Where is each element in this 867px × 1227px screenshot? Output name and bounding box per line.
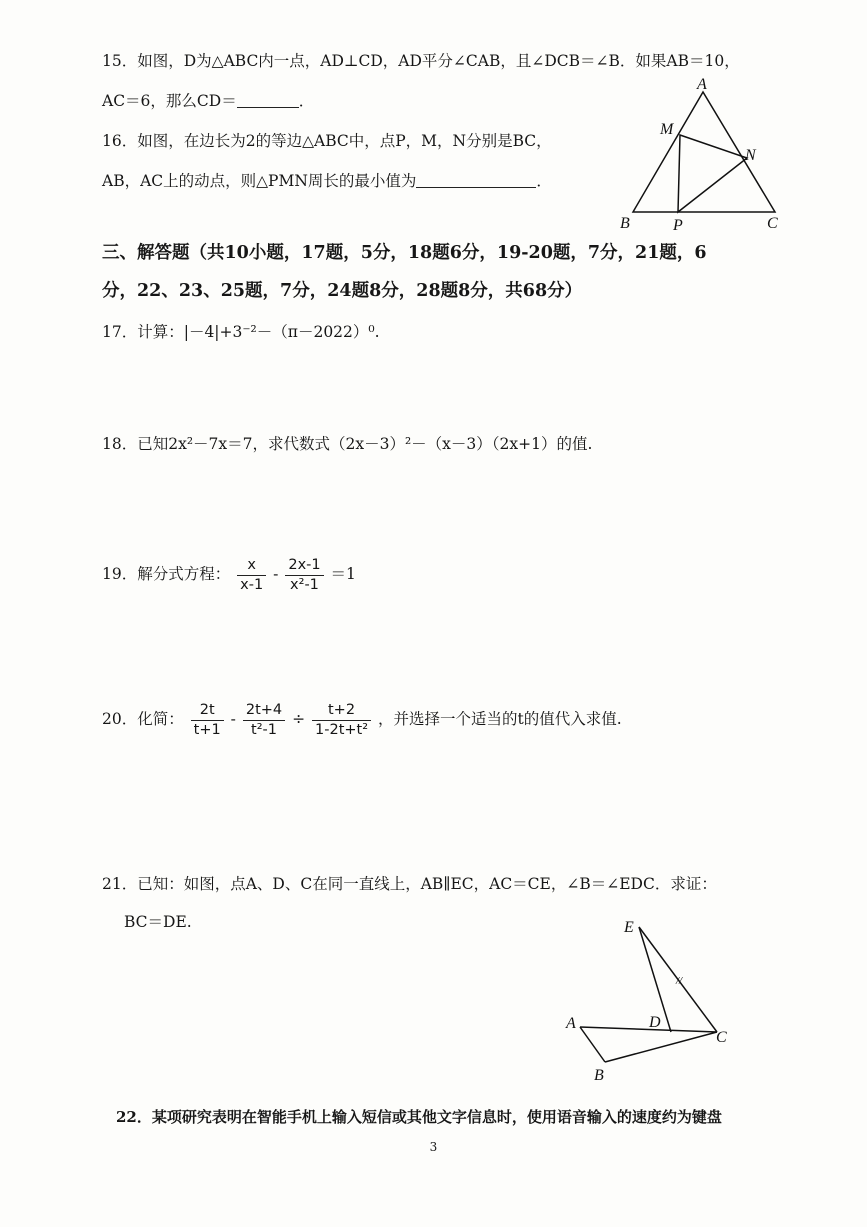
fraction-19-1-numerator: x [237,556,266,576]
label-C: C [767,215,778,232]
label-B: B [594,1067,604,1084]
section-3-heading-line-1: 三、解答题（共10小题，17题，5分，18题6分，19-20题，7分，21题，6 [102,243,707,263]
triangle-pmn [678,135,747,212]
question-22: 22．某项研究表明在智能手机上输入短信或其他文字信息时，使用语音输入的速度约为键盘 [116,1108,722,1126]
fraction-20-1-denominator: t+1 [193,721,221,738]
fraction-19-2 [285,556,323,595]
answer-blank-16 [416,171,536,188]
answer-blank-15 [237,91,299,108]
question-19 [102,552,356,596]
question-20-suffix: ，并选择一个适当的t的值代入求值. [377,710,622,728]
fraction-20-2-numerator: 2t+4 [243,701,285,721]
segment-BC [605,1032,717,1062]
equation-rhs: ＝1 [330,565,356,583]
question-20-prefix: 20．化简： [102,710,184,728]
label-B: B [620,215,630,232]
label-A: A [697,76,707,93]
minus-sign: - [230,710,236,728]
fraction-20-3 [312,701,371,740]
question-18: 18．已知2x²－7x＝7，求代数式（2x－3）²－（x－3）（2x+1）的值. [102,435,593,453]
fraction-20-3-numerator: t+2 [312,701,371,721]
question-15-line-2 [102,90,314,112]
segment-AB [580,1027,605,1062]
label-D: D [649,1014,661,1031]
question-15-end: ． [298,92,315,110]
question-16-line-1: 16．如图，在边长为2的等边△ABC中，点P，M，N分别是BC， [102,132,552,150]
question-15-line-1: 15．如图，D为△ABC内一点，AD⊥CD，AD平分∠CAB，且∠DCB＝∠B．如果AB＝10， [102,52,740,70]
label-A: A [566,1015,576,1032]
minus-sign: - [273,565,279,583]
fraction-19-1 [237,556,266,595]
label-E: E [624,919,634,936]
question-21-line-2: BC＝DE. [124,913,192,931]
question-21-line-1: 21．已知：如图，点A、D、C在同一直线上，AB∥EC，AC＝CE，∠B＝∠EDC．求证： [102,875,717,893]
fraction-19-2-denominator: x²-1 [290,576,319,593]
label-N: N [745,147,756,164]
equal-length-mark: // [676,975,683,987]
question-17: 17．计算：|－4|+3⁻²－（π－2022）⁰. [102,323,380,341]
division-sign: ÷ [292,710,306,728]
figure-q21 [560,915,760,1085]
figure-equilateral-triangle [615,78,805,238]
fraction-19-2-numerator: 2x-1 [285,556,323,576]
question-15-text: AC＝6，那么CD＝ [102,92,237,110]
question-16-text: AB，AC上的动点，则△PMN周长的最小值为 [102,172,417,190]
label-C: C [716,1029,727,1046]
section-3-heading-line-2: 分，22、23、25题，7分，24题8分，28题8分，共68分） [102,281,583,301]
question-16-end: ． [536,172,552,190]
question-20 [102,697,622,741]
question-16-line-2 [102,170,552,192]
fraction-19-1-denominator: x-1 [240,576,264,593]
fraction-20-2-denominator: t²-1 [251,721,277,738]
question-19-prefix: 19．解分式方程： [102,565,231,583]
fraction-20-1 [191,701,224,740]
fraction-20-2 [243,701,285,740]
label-M: M [660,121,674,138]
page-number: 3 [429,1140,438,1154]
fraction-20-1-numerator: 2t [191,701,224,721]
fraction-20-3-denominator: 1-2t+t² [315,721,369,738]
label-P: P [673,217,683,234]
